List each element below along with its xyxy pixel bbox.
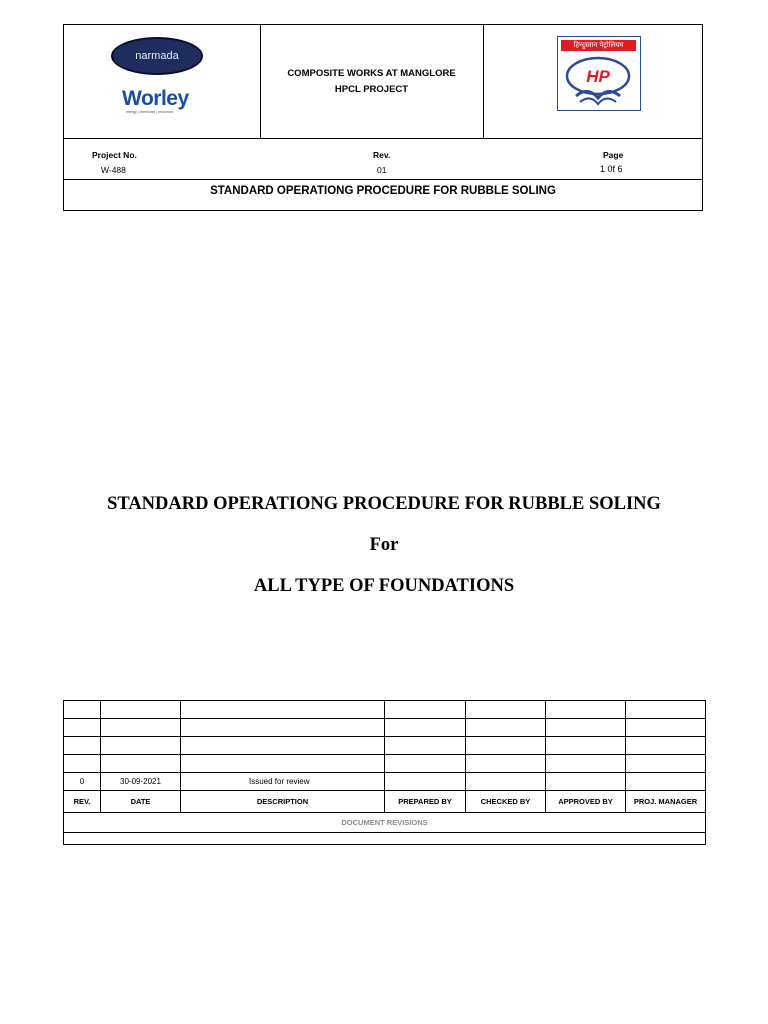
header-doc-title: STANDARD OPERATIONG PROCEDURE FOR RUBBLE SOLING — [210, 185, 556, 197]
table-row — [64, 833, 706, 845]
project-no-value: W-488 — [101, 165, 126, 175]
table-row — [64, 755, 706, 773]
table-row — [64, 773, 706, 791]
rev-value: 01 — [377, 165, 387, 175]
table-row — [64, 719, 706, 737]
header-info-row — [64, 139, 702, 180]
main-title-line2: For — [369, 535, 399, 555]
date-cell: 30-09-2021 — [101, 773, 181, 791]
col-header-approved-by: APPROVED BY — [546, 791, 626, 813]
proj-manager-cell — [626, 773, 706, 791]
project-title-line1: COMPOSITE WORKS AT MANGLORE — [287, 67, 456, 79]
contractor-logo-cell — [64, 25, 261, 138]
hp-hindi-banner: हिन्दुस्तान पेट्रोलियम — [561, 40, 636, 51]
table-row — [64, 701, 706, 719]
main-title-line3: ALL TYPE OF FOUNDATIONS — [253, 576, 515, 596]
page-label: Page — [603, 150, 624, 160]
col-header-prepared-by: PREPARED BY — [385, 791, 466, 813]
main-title-line1: STANDARD OPERATIONG PROCEDURE FOR RUBBLE SOLING — [107, 494, 661, 514]
project-title-line2: HPCL PROJECT — [334, 83, 409, 95]
description-cell: Issued for review — [181, 773, 385, 791]
hp-logo-text: HP — [586, 67, 610, 86]
approved-by-cell — [546, 773, 626, 791]
revision-table — [63, 700, 706, 845]
rev-label: Rev. — [373, 150, 391, 160]
col-header-description: DESCRIPTION — [181, 791, 385, 813]
page-value: 1 0f 6 — [600, 164, 623, 174]
client-logo-cell — [484, 25, 702, 138]
project-no-label: Project No. — [92, 150, 137, 160]
worley-tagline: energy | chemicals | resources — [126, 110, 174, 114]
document-revisions-row — [64, 813, 706, 833]
col-header-proj-manager: PROJ. MANAGER — [626, 791, 706, 813]
col-header-checked-by: CHECKED BY — [466, 791, 546, 813]
rev-cell: 0 — [64, 773, 101, 791]
table-header-row — [64, 791, 706, 813]
hp-logo — [557, 36, 641, 111]
document-header — [63, 24, 703, 211]
col-header-date: DATE — [101, 791, 181, 813]
project-title-cell — [260, 25, 484, 138]
col-header-rev: REV. — [64, 791, 101, 813]
document-revisions-label: DOCUMENT REVISIONS — [64, 813, 706, 833]
worley-logo: Worley — [122, 87, 189, 110]
narmada-logo-text: narmada — [135, 50, 179, 62]
header-doc-title-row — [64, 180, 702, 210]
checked-by-cell — [466, 773, 546, 791]
hp-emblem-icon — [558, 52, 639, 110]
table-row — [64, 737, 706, 755]
prepared-by-cell — [385, 773, 466, 791]
header-logo-row — [64, 25, 702, 139]
narmada-logo — [111, 37, 203, 75]
